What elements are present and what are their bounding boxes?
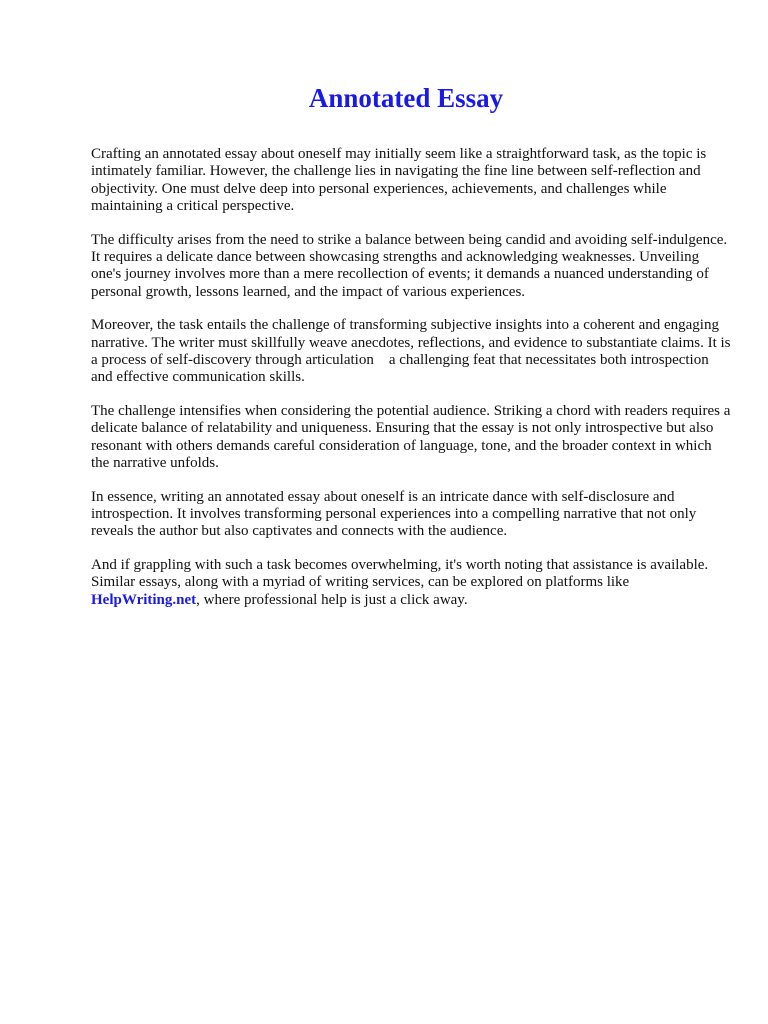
essay-body	[91, 146, 735, 625]
paragraph-1: Crafting an annotated essay about oneself may initially seem like a straightforward task, as the topic is intimately familiar. However, the challenge lies in navigating the fine line between self-reflection and objectivity. One must delve deep into personal experiences, achievements, and challenges while maintaining a critical perspective.	[91, 146, 707, 215]
paragraph-6	[91, 557, 731, 609]
page-title: Annotated Essay	[308, 83, 504, 113]
paragraph-5: In essence, writing an annotated essay about oneself is an intricate dance with self-disclosure and introspection. It involves transforming personal experiences into a compelling narrative that not only reveals the author but also captivates and connects with the audience.	[91, 488, 697, 540]
paragraph-2: The difficulty arises from the need to strike a balance between being candid and avoiding self-indulgence. It requires a delicate dance between showcasing strengths and acknowledging weaknesses. Unveiling one's journey involves more than a mere recollection of events; it demands a nuanced understanding of personal growth, lessons learned, and the impact of various experiences.	[91, 231, 728, 300]
paragraph-6-text-before-link: And if grappling with such a task becomes overwhelming, it's worth noting that assistance is available. Similar essays, along with a myriad of writing services, can be explored on platforms like	[91, 556, 709, 591]
paragraph-6-text-after-link: , where professional help is just a click away.	[196, 591, 468, 608]
paragraph-4: The challenge intensifies when considering the potential audience. Striking a chord with readers requires a delicate balance of relatability and uniqueness. Ensuring that the essay is not only introspective but also resonant with others demands careful consideration of language, tone, and the broader context in which the narrative unfolds.	[91, 402, 731, 472]
paragraph-3: Moreover, the task entails the challenge of transforming subjective insights into a coherent and engaging narrative. The writer must skillfully weave anecdotes, reflections, and evidence to substantiate claims. It is a process of self-discovery through articulation a challenging feat that necessitates both introspection and effective communication skills.	[91, 317, 735, 386]
helpwriting-link[interactable]: HelpWriting.net	[91, 591, 197, 608]
